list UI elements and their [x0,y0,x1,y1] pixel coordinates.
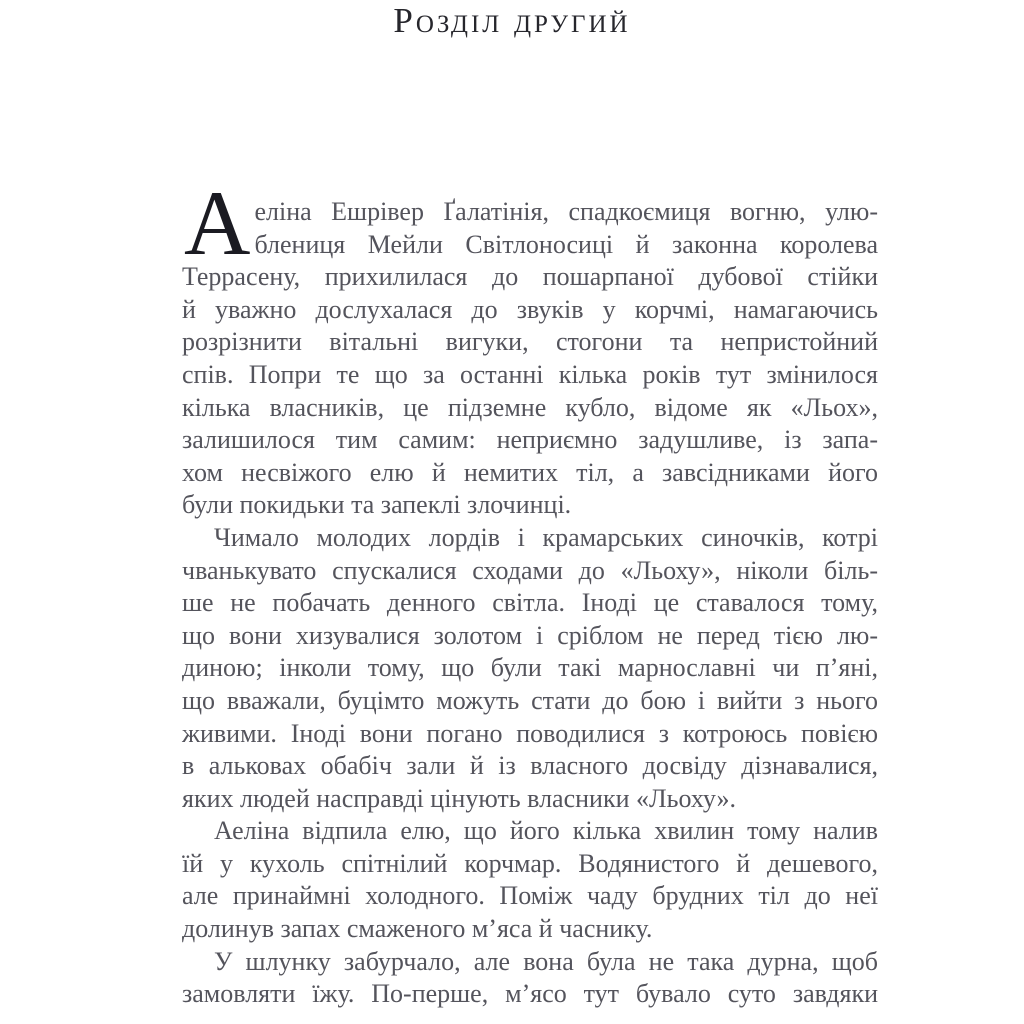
paragraph [182,522,878,815]
text-line: долинув запах смаженого м’яса й часнику. [182,914,653,944]
text-line: замовляти їжу. По-перше, м’ясо тут бувало суто завдяки [182,979,878,1009]
text-line: Чимало молодих лордів і крамарських синочків, котрі [214,522,878,552]
text-line: розрізнити вітальні вигуки, стогони та непристойний [182,327,878,357]
text-line: У шлунку забурчало, але вона була не така дурна, щоб [214,946,878,976]
text-line: хом несвіжого елю й немитих тіл, а завсідниками його [182,457,878,487]
text-line: були покидьки та запеклі злочинці. [182,490,572,520]
text-line: живими. Іноді вони погано поводилися з котроюсь повією [182,718,878,748]
text-line: кілька власників, це підземне кубло, відоме як «Льох», [182,392,878,422]
text-line: залишилося тим самим: неприємно задушливе, із запа- [182,425,878,455]
paragraph [182,946,878,1011]
text-line: яких людей насправді цінують власники «Льоху». [182,783,737,813]
paragraph [182,815,878,945]
text-line: що вони хизувалися золотом і сріблом не перед тією лю- [182,620,878,650]
text-line: спів. Попри те що за останні кілька років тут змінилося [182,359,878,389]
text-line: Террасену, прихилилася до пошарпаної дубової стійки [182,262,878,292]
drop-cap: А [184,172,251,274]
text-line: в альковах обабіч зали й із власного досвіду дізнавалися, [182,751,878,781]
text-line: диною; інколи тому, що були такі марнославні чи п’яні, [182,653,878,683]
text-line: Аеліна відпила елю, що його кілька хвилин тому налив [214,816,878,846]
text-line: що вважали, буцімто можуть стати до бою і вийти з нього [182,685,878,715]
page-body-text [182,172,878,1011]
text-line: ше не побачать денного світла. Іноді це ставалося тому, [182,588,878,618]
text-line: їй у кухоль спітнілий корчмар. Водянистого й дешевого, [182,848,878,878]
text-line: але принаймні холодного. Поміж чаду брудних тіл до неї [182,881,878,911]
text-line: й уважно дослухалася до звуків у корчмі, намагаючись [182,294,878,324]
paragraph [182,172,878,522]
chapter-heading: Розділ другий [393,1,631,40]
text-line: блениця Мейли Світлоносиці й законна королева [254,229,878,259]
text-line: чванькувато спускалися сходами до «Льоху», ніколи біль- [182,555,878,585]
text-line: еліна Ешрівер Ґалатінія, спадкоємиця вогню, улю- [254,197,878,226]
